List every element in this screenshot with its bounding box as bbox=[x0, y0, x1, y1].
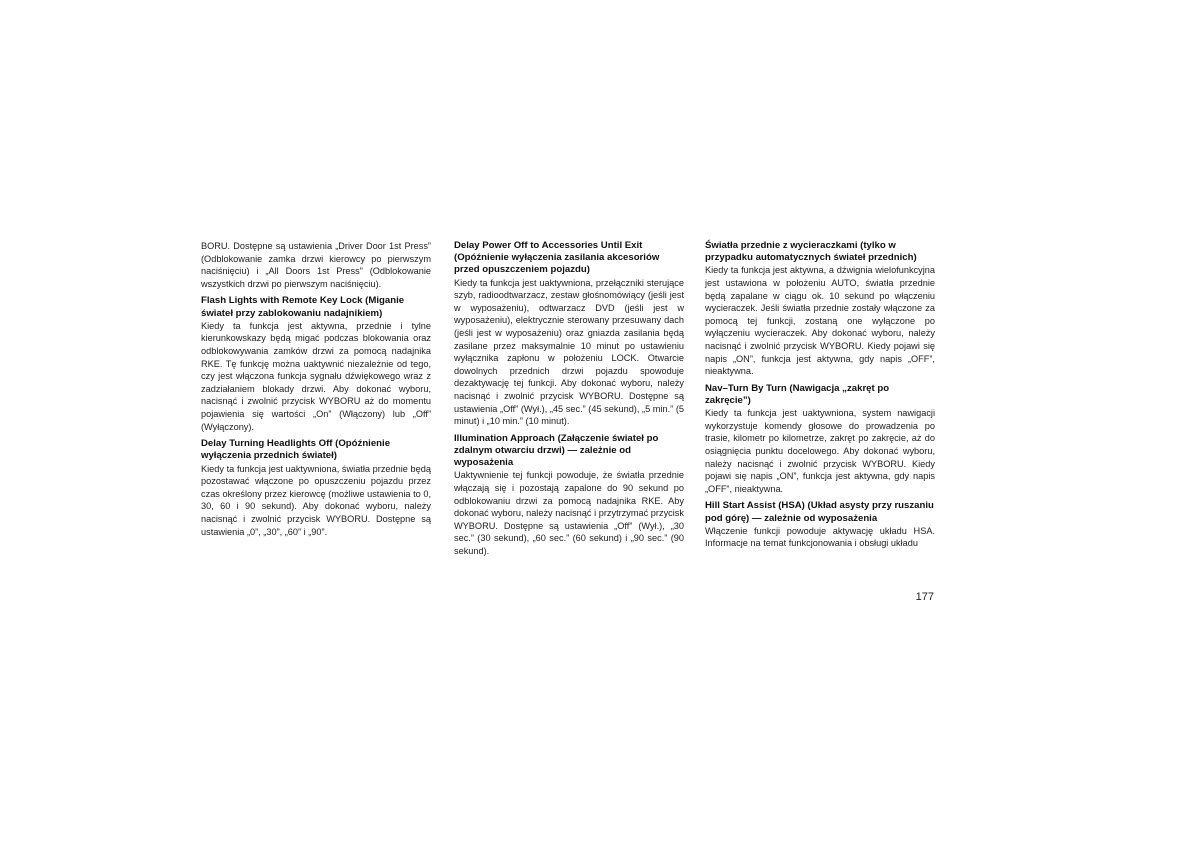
text-column-right bbox=[705, 240, 935, 550]
heading-delay-headlights-off: Delay Turning Headlights Off (Opóźnienie wyłączenia przednich świateł) bbox=[201, 438, 391, 462]
heading-nav-turn-by-turn: Nav–Turn By Turn (Nawigacja „zakręt po zakręcie”) bbox=[705, 382, 890, 406]
heading-delay-power-off: Delay Power Off to Accessories Until Exit (Opóźnienie wyłączenia zasilania akcesoriów przed opuszczeniem pojazdu) bbox=[454, 240, 660, 276]
paragraph-hill-start-assist: Włączenie funkcji powoduje aktywację układu HSA. Informacje na temat funkcjonowania i obsługi układu bbox=[705, 525, 935, 549]
paragraph-delay-power-off: Kiedy ta funkcja jest uaktywniona, przełączniki sterujące szyb, radioodtwarzacz, zestaw głośnomówiący (jeśli jest w wyposażeniu), odtwarzacz DVD (jeśli jest w wyposażeniu), elektrycznie sterowany przesuwany dach (jeśli jest w wyposażeniu) oraz gniazda zasilania będą zasilane przez maksymalnie 10 minut po ustawieniu wyłącznika zapłonu w położeniu LOCK. Otwarcie dowolnych przednich drzwi pojazdu spowoduje dezaktywację tej funkcji. Aby dokonać wyboru, należy nacisnąć i zwolnić przycisk WYBORU. Dostępne są ustawienia „Off” (Wył.), „45 sec.” (45 sekund), „5 min.” (5 minut) i „10 min.” (10 minut). bbox=[454, 277, 684, 427]
heading-flash-lights: Flash Lights with Remote Key Lock (Miganie świateł przy zablokowaniu nadajnikiem) bbox=[201, 295, 405, 319]
continuation-paragraph: BORU. Dostępne są ustawienia „Driver Door 1st Press” (Odblokowanie zamka drzwi kierowcy po pierwszym naciśnięciu) i „All Doors 1st Press” (Odblokowanie wszystkich drzwi po pierwszym naciśnięciu). bbox=[201, 241, 431, 289]
paragraph-flash-lights: Kiedy ta funkcja jest aktywna, przednie i tylne kierunkowskazy będą migać podczas blokowania oraz odblokowywania zamków drzwi za pomocą nadajnika RKE. Tę funkcję można uaktywnić niezależnie od tego, czy jest włączona funkcja sygnału dźwiękowego wraz z zadziałaniem blokady drzwi. Aby dokonać wyboru, nacisnąć i zwolnić przycisk WYBORU aż do momentu pojawienia się wartości „On” (Włączony) lub „Off” (Wyłączony). bbox=[201, 320, 431, 432]
paragraph-illumination-approach: Uaktywnienie tej funkcji powoduje, że światła przednie włączają się i pozostają zapalone do 90 sekund po odblokowaniu drzwi za pomocą nadajnika RKE. Aby dokonać wyboru, należy nacisnąć i przytrzymać przycisk WYBORU. Dostępne są ustawienia „Off” (Wył.), „30 sec.” (30 sekund), „60 sec.” (60 sekund) i „90 sec.” (90 sekund). bbox=[454, 470, 684, 556]
paragraph-headlights-with-wipers: Kiedy ta funkcja jest aktywna, a dźwignia wielofunkcyjna jest ustawiona w położeniu AUTO, światła przednie będą zapalane w ciągu ok. 10 sekund po włączeniu wycieraczek. Jeśli światła przednie zostały włączone za pomocą tej funkcji, zostaną one wyłączone po wyłączeniu wycieraczek. Aby dokonać wyboru, należy nacisnąć i zwolnić przycisk WYBORU. Kiedy pojawi się napis „ON”, funkcja jest aktywna, gdy napis „OFF”, nieaktywna. bbox=[705, 265, 935, 377]
text-column-left bbox=[201, 240, 431, 538]
heading-headlights-with-wipers: Światła przednie z wycieraczkami (tylko w przypadku automatycznych świateł przednich) bbox=[705, 240, 917, 264]
heading-hill-start-assist: Hill Start Assist (HSA) (Układ asysty przy ruszaniu pod górę) — zależnie od wyposażenia bbox=[705, 500, 934, 524]
paragraph-nav-turn-by-turn: Kiedy ta funkcja jest uaktywniona, system nawigacji wykorzystuje komendy głosowe do prowadzenia po trasie, kilometr po kilometrze, zakręt po zakręcie, aż do osiągnięcia punktu docelowego. Aby dokonać wyboru, należy nacisnąć i zwolnić przycisk WYBORU. Kiedy pojawi się napis „ON”, funkcja jest aktywna, gdy napis „OFF”, nieaktywna. bbox=[705, 408, 935, 494]
text-column-middle bbox=[454, 240, 684, 558]
paragraph-delay-headlights-off: Kiedy ta funkcja jest uaktywniona, światła przednie będą pozostawać włączone po opuszczeniu pojazdu przez czas określony przez kierowcę (możliwe ustawienia to 0, 30, 60 i 90 sekund). Aby dokonać wyboru, należy nacisnąć i zwolnić przycisk WYBORU. Dostępne są ustawienia „0”, „30”, „60” i „90”. bbox=[201, 463, 431, 537]
heading-illumination-approach: Illumination Approach (Załączenie świateł po zdalnym otwarciu drzwi) — zależnie od wyposażenia bbox=[454, 432, 659, 469]
page-number: 177 bbox=[915, 591, 934, 603]
